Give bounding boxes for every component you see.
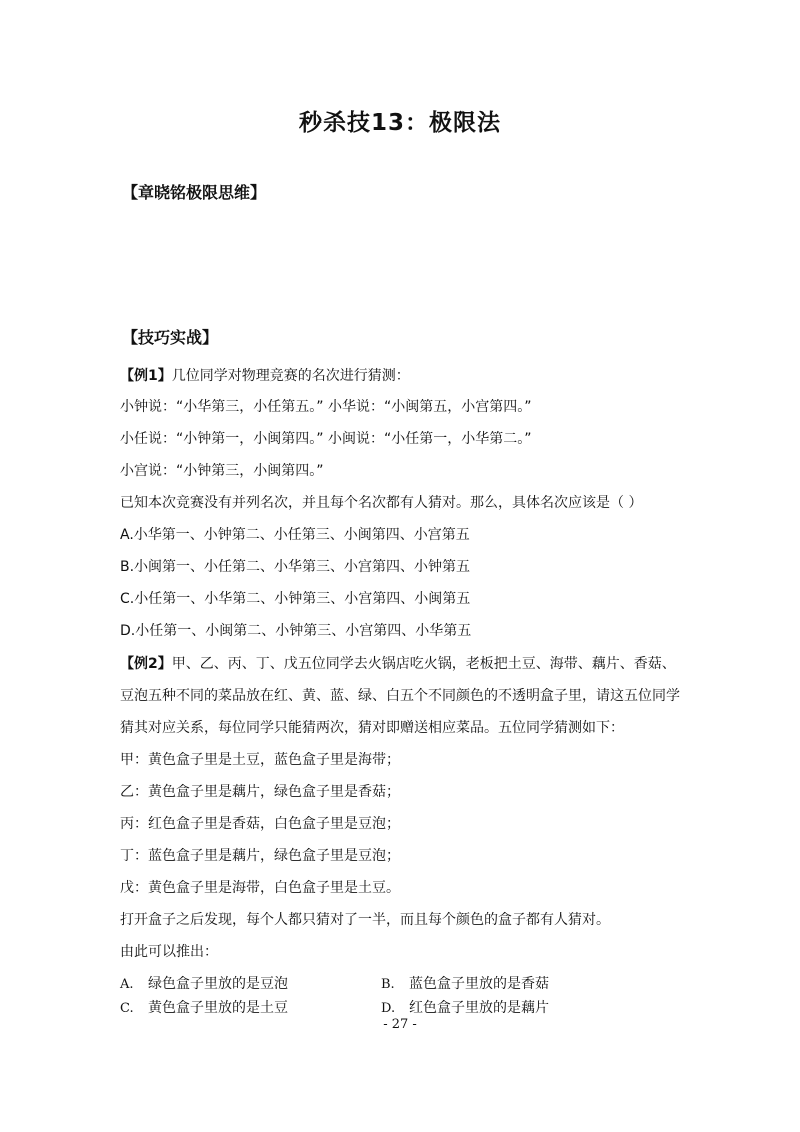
example1-label: 【例1】 (120, 368, 172, 384)
example1-option-b: B.小闽第一、小任第二、小华第三、小宫第四、小钟第五 (120, 559, 471, 575)
example1-option-d: D.小任第一、小闽第二、小钟第三、小宫第四、小华第五 (120, 623, 472, 639)
example1-line: 小任说：“小钟第一，小闽第四。” 小闽说：“小任第一，小华第二。” (120, 431, 532, 447)
example1-line: 小钟说：“小华第三，小任第五。” 小华说：“小闽第五，小宫第四。” (120, 399, 532, 415)
option-letter: A. (120, 977, 134, 992)
example2-guess-ding: 丁：蓝色盒子里是藕片，绿色盒子里是豆泡； (120, 848, 400, 864)
example2-option-d (381, 997, 549, 1017)
option-letter: D. (381, 1001, 396, 1016)
page-number: - 27 - (383, 1017, 417, 1032)
section-heading-thinking: 【章晓铭极限思维】 (122, 183, 267, 202)
example2-guess-yi: 乙：黄色盒子里是藕片，绿色盒子里是香菇； (120, 784, 400, 800)
example2-label: 【例2】 (120, 656, 172, 672)
example2-guess-wu: 戊：黄色盒子里是海带，白色盒子里是土豆。 (120, 880, 400, 896)
example2-option-a (120, 973, 288, 993)
example2-guess-jia: 甲：黄色盒子里是土豆，蓝色盒子里是海带； (120, 752, 400, 768)
section-heading-practice: 【技巧实战】 (122, 328, 219, 347)
example2-option-c (120, 997, 288, 1017)
example2-guess-bing: 丙：红色盒子里是香菇，白色盒子里是豆泡； (120, 816, 400, 832)
example2-line: 由此可以推出： (120, 944, 218, 960)
option-text: 蓝色盒子里放的是香菇 (409, 976, 549, 992)
example2-line: 豆泡五种不同的菜品放在红、黄、蓝、绿、白五个不同颜色的不透明盒子里，请这五位同学 (120, 688, 680, 704)
example1-option-c: C.小任第一、小华第二、小钟第三、小宫第四、小闽第五 (120, 591, 471, 607)
example1-intro-line (120, 365, 410, 385)
example2-option-b (381, 973, 549, 993)
option-letter: B. (381, 977, 395, 992)
example1-question: 已知本次竞赛没有并列名次，并且每个名次都有人猜对。那么，具体名次应该是（ ） (120, 495, 643, 511)
example1-option-a: A.小华第一、小钟第二、小任第三、小闽第四、小宫第五 (120, 527, 470, 543)
example2-line: 打开盒子之后发现，每个人都只猜对了一半，而且每个颜色的盒子都有人猜对。 (120, 912, 610, 928)
example2-line: 猜其对应关系，每位同学只能猜两次，猜对即赠送相应菜品。五位同学猜测如下： (120, 720, 624, 736)
page-title: 秒杀技13：极限法 (298, 110, 501, 136)
option-text: 绿色盒子里放的是豆泡 (148, 976, 288, 992)
example2-intro: 甲、乙、丙、丁、戊五位同学去火锅店吃火锅，老板把土豆、海带、藕片、香菇、 (171, 656, 676, 672)
option-text: 黄色盒子里放的是土豆 (148, 1000, 288, 1016)
example1-line: 小宫说：“小钟第三，小闽第四。” (120, 463, 324, 479)
example2-intro-line (120, 653, 676, 673)
example1-intro: 几位同学对物理竞赛的名次进行猜测： (171, 368, 410, 384)
option-text: 红色盒子里放的是藕片 (409, 1000, 549, 1016)
option-letter: C. (120, 1001, 134, 1016)
